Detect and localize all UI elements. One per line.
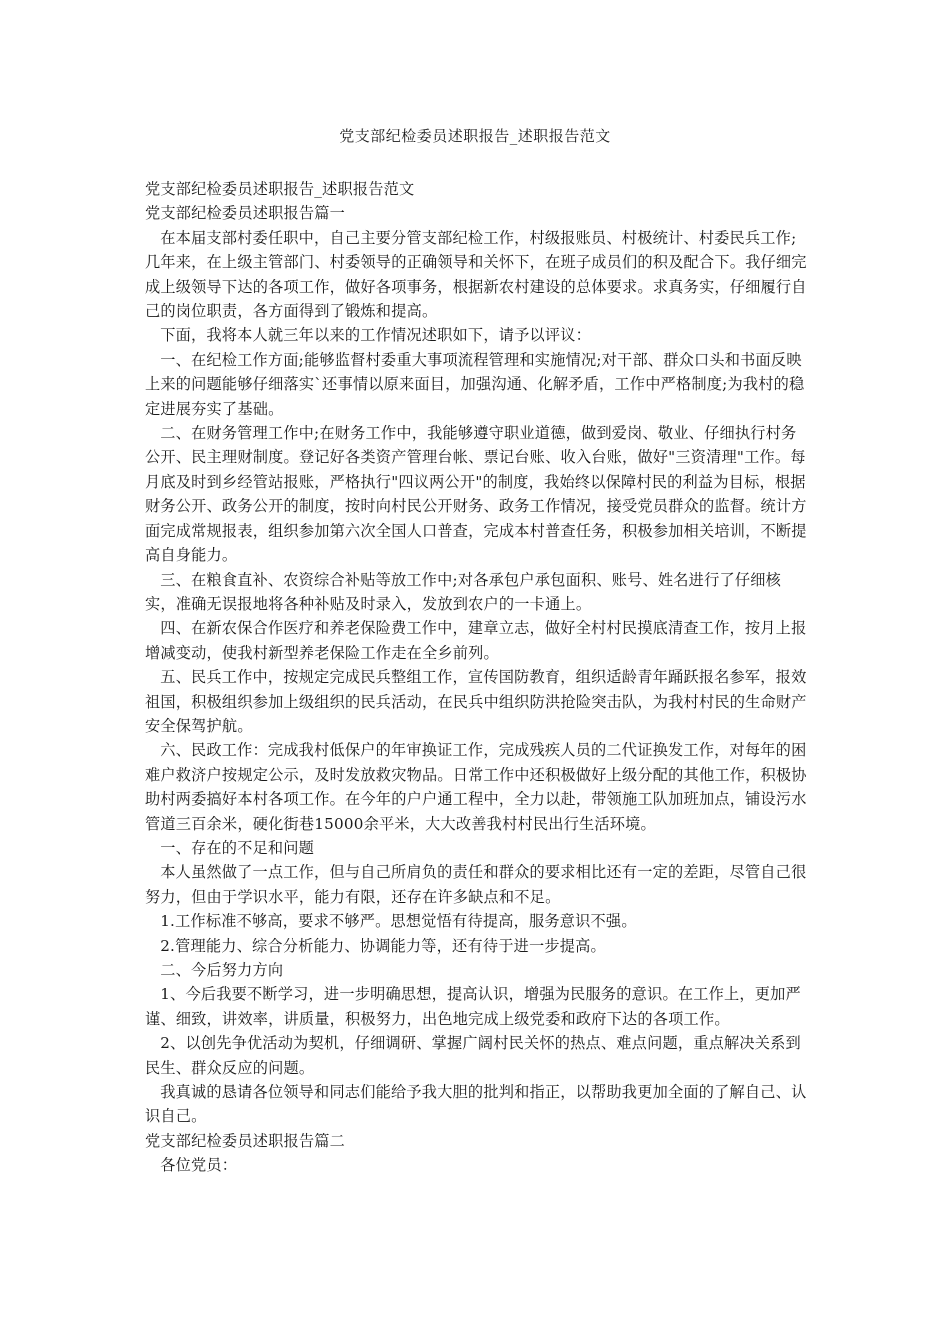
body-paragraph: 我真诚的恳请各位领导和同志们能给予我大胆的批判和指正，以帮助我更加全面的了解自己、认识自己。 [145, 1083, 807, 1126]
document-body [145, 177, 808, 1178]
body-paragraph: 各位党员： [160, 1156, 238, 1175]
body-paragraph: 1.工作标准不够高，要求不够严。思想觉悟有待提高，服务意识不强。 [160, 912, 637, 931]
body-paragraph: 三、在粮食直补、农资综合补贴等放工作中;对各承包户承包面积、账号、姓名进行了仔细核实，准确无误报地将各种补贴及时录入，发放到农户的一卡通上。 [145, 570, 782, 613]
section-heading: 党支部纪检委员述职报告篇一 [145, 204, 346, 223]
body-paragraph: 二、今后努力方向 [160, 961, 284, 979]
body-paragraph: 一、存在的不足和问题 [160, 838, 315, 857]
body-paragraph: 一、在纪检工作方面;能够监督村委重大事项流程管理和实施情况;对干部、群众口头和书面反映上来的问题能够仔细落实`还事情以原来面目，加强沟通、化解矛盾，工作中严格制度;为我村的稳定进展夯实了基础。 [145, 350, 805, 418]
body-paragraph: 2、以创先争优活动为契机，仔细调研、掌握广阔村民关怀的热点、难点问题，重点解决关系到民生、群众反应的问题。 [145, 1034, 801, 1077]
body-paragraph: 五、民兵工作中，按规定完成民兵整组工作，宣传国防教育，组织适龄青年踊跃报名参军，报效祖国，积极组织参加上级组织的民兵活动，在民兵中组织防洪抢险突击队，为我村村民的生命财产安全保驾护航。 [145, 668, 807, 735]
body-paragraph: 二、在财务管理工作中;在财务工作中，我能够遵守职业道德，做到爱岗、敬业、仔细执行村务公开、民主理财制度。登记好各类资产管理台帐、票记台账、收入台账，做好"三资清理"工作。每月底及时到乡经管站报账，严格执行"四议两公开"的制度，我始终以保障村民的利益为目标，根据财务公开、政务公开的制度，按时向村民公开财务、政务工作情况，接受党员群众的监督。统计方面完成常规报表，组织参加第六次全国人口普查，完成本村普查任务，积极参加相关培训，不断提高自身能力。 [145, 424, 807, 565]
section-heading: 党支部纪检委员述职报告_述职报告范文 [145, 180, 415, 198]
body-paragraph: 2.管理能力、综合分析能力、协调能力等，还有待于进一步提高。 [160, 936, 606, 955]
document-title: 党支部纪检委员述职报告_述职报告范文 [339, 127, 611, 145]
body-paragraph: 下面，我将本人就三年以来的工作情况述职如下，请予以评议： [160, 326, 592, 345]
body-paragraph: 六、民政工作：完成我村低保户的年审换证工作，完成残疾人员的二代证换发工作，对每年的困难户救济户按规定公示，及时发放救灾物品。日常工作中还积极做好上级分配的其他工作，积极协助村两委搞好本村各项工作。在今年的户户通工程中，全力以赴，带领施工队加班加点，铺设污水管道三百余米，硬化街巷15000余平米，大大改善我村村民出行生活环境。 [145, 741, 807, 833]
body-paragraph: 在本届支部村委任职中，自己主要分管支部纪检工作，村级报账员、村极统计、村委民兵工作;几年来，在上级主管部门、村委领导的正确领导和关怀下，在班子成员们的积及配合下。我仔细完成上级领导下达的各项工作，做好各项事务，根据新农村建设的总体要求。求真务实，仔细履行自己的岗位职责，各方面得到了锻炼和提高。 [145, 228, 807, 321]
body-paragraph: 1、今后我要不断学习，进一步明确思想，提高认识，增强为民服务的意识。在工作上，更加严谨、细致，讲效率，讲质量，积极努力，出色地完成上级党委和政府下达的各项工作。 [145, 985, 801, 1028]
section-heading: 党支部纪检委员述职报告篇二 [145, 1131, 346, 1150]
body-paragraph: 本人虽然做了一点工作，但与自己所肩负的责任和群众的要求相比还有一定的差距，尽管自己很努力，但由于学识水平，能力有限，还存在许多缺点和不足。 [145, 863, 807, 906]
body-paragraph: 四、在新农保合作医疗和养老保险费工作中，建章立志，做好全村村民摸底清查工作，按月上报增减变动，使我村新型养老保险工作走在全乡前列。 [145, 619, 807, 662]
